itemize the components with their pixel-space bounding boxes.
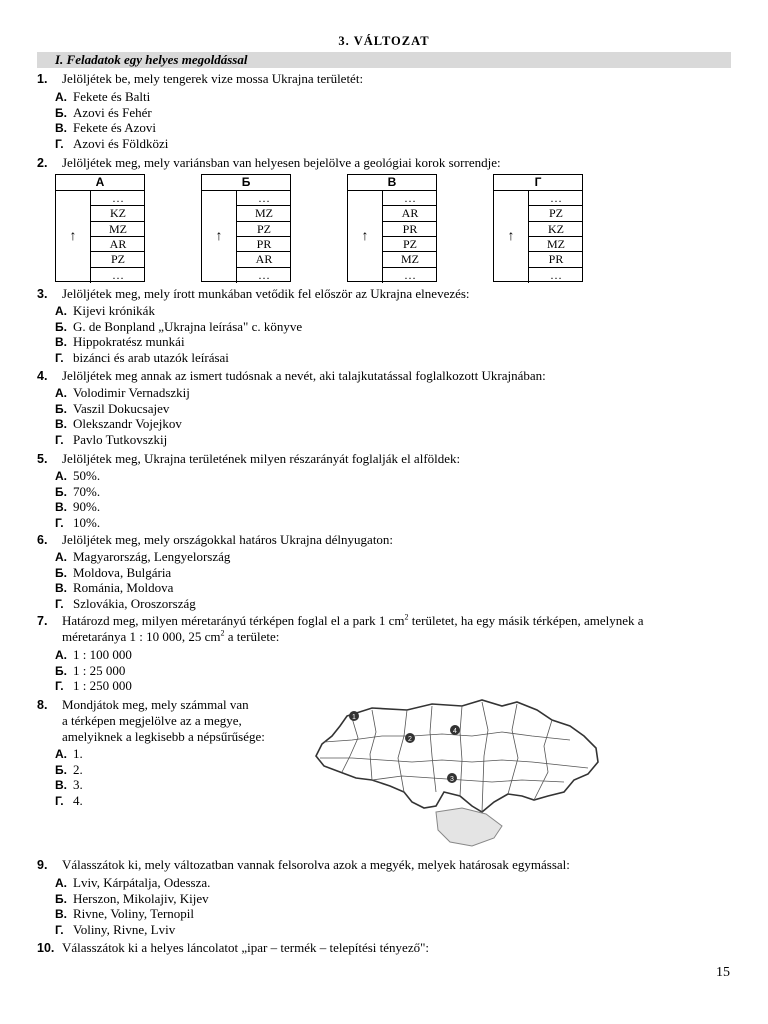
question-number: 8. [37, 698, 48, 712]
arrow-up-icon: ↑ [202, 191, 237, 283]
option: А. 50%. [55, 468, 101, 483]
table-cell: … [529, 191, 583, 206]
geo-table-b [201, 174, 291, 282]
table-cell: PZ [91, 252, 145, 267]
table-label: Б [202, 175, 290, 191]
table-cell: PZ [237, 222, 291, 237]
question-text: Határozd meg, milyen méretarányú térképen foglal el a park 1 $cm^2$ területet, ha egy másik térképen, amelynek a [62, 612, 644, 628]
option: Г. 10%. [55, 514, 101, 530]
option: Б. 70%. [55, 483, 101, 499]
crimea [436, 808, 502, 846]
options-6 [55, 549, 230, 611]
question-number: 10. [37, 941, 55, 955]
table-label: В [348, 175, 436, 191]
option: А. 1. [55, 746, 83, 761]
option: В. Olekszandr Vojejkov [55, 416, 182, 431]
question-text: Válasszátok ki a helyes láncolatot „ipar – termék – telepítési tényező": [62, 940, 430, 955]
option: В. Rivne, Voliny, Ternopil [55, 906, 195, 921]
svg-text:1: 1 [352, 714, 356, 721]
arrow-up-icon: ↑ [348, 191, 383, 283]
question-text: méretaránya 1 : 10 000, 25 $cm^2$ a területe: [62, 628, 280, 644]
table-cell: … [550, 267, 562, 282]
table-cell: PZ [383, 237, 437, 252]
table-cell: AR [91, 237, 145, 252]
option: Г. Azovi és Földközi [55, 135, 169, 151]
table-cell: MZ [91, 222, 145, 237]
option: Г. Szlovákia, Oroszország [55, 595, 196, 611]
option: Б. 2. [55, 761, 83, 777]
question-text: Válasszátok ki, mely változatban vannak felsorolva azok a megyék, melyek határosak egymással: [62, 857, 570, 872]
table-cell: KZ [91, 206, 145, 221]
section-heading: I. Feladatok egy helyes megoldással [37, 52, 731, 68]
option: А. Kijevi krónikák [55, 303, 155, 318]
map-marker-1 [349, 711, 359, 721]
table-cell: … [258, 267, 270, 282]
table-cell: AR [383, 206, 437, 221]
svg-text:4: 4 [453, 728, 457, 735]
geo-table-g [493, 174, 583, 282]
option: Г. Pavlo Tutkovszkij [55, 431, 168, 447]
question-number: 1. [37, 72, 48, 86]
option: А. Lviv, Kárpátalja, Odessza. [55, 875, 211, 890]
option: Б. Azovi és Fehér [55, 104, 152, 120]
table-cell: PR [383, 222, 437, 237]
option: В. Románia, Moldova [55, 580, 174, 595]
svg-text:2: 2 [408, 736, 412, 743]
question-text: Jelöljétek meg, mely variánsban van helyesen bejelölve a geológiai korok sorrendje: [62, 155, 501, 170]
map-marker-4 [450, 725, 460, 735]
arrow-up-icon: ↑ [56, 191, 91, 283]
table-cell: AR [237, 252, 291, 267]
option: А. 1 : 100 000 [55, 647, 132, 662]
table-label: А [56, 175, 144, 191]
options-3 [55, 303, 302, 365]
page-number: 15 [716, 965, 730, 980]
table-cell: MZ [237, 206, 291, 221]
question-number: 6. [37, 533, 48, 547]
question-number: 3. [37, 287, 48, 301]
geo-table-v [347, 174, 437, 282]
option: Г. Voliny, Rivne, Lviv [55, 921, 176, 937]
question-number: 9. [37, 858, 48, 872]
option: Б. Vaszil Dokucsajev [55, 400, 170, 416]
option: Б. G. de Bonpland „Ukrajna leírása" c. könyve [55, 318, 303, 334]
question-text: Jelöljétek meg, mely írott munkában vetődik fel először az Ukrajna elnevezés: [62, 286, 470, 301]
option: Б. Moldova, Bulgária [55, 564, 172, 580]
table-cell: … [404, 267, 416, 282]
option: Г. 1 : 250 000 [55, 678, 132, 693]
table-cell: MZ [529, 237, 583, 252]
question-text: Jelöljétek be, mely tengerek vize mossa Ukrajna területét: [62, 71, 364, 86]
option: В. Hippokratész munkái [55, 334, 185, 349]
question-number: 7. [37, 614, 48, 628]
geo-table-a [55, 174, 145, 282]
options-4 [55, 385, 190, 447]
table-cell: … [91, 191, 145, 206]
option: Б. 1 : 25 000 [55, 662, 126, 678]
table-cell: PR [237, 237, 291, 252]
arrow-up-icon: ↑ [494, 191, 529, 283]
map-marker-3 [447, 773, 457, 783]
question-text: Jelöljétek meg, mely országokkal határos Ukrajna délnyugaton: [62, 532, 394, 547]
option: Г. bizánci és arab utazók leírásai [55, 349, 229, 365]
options-7 [55, 647, 132, 694]
option: А. Fekete és Balti [55, 89, 151, 104]
table-cell: PR [529, 252, 583, 267]
option: А. Magyarország, Lengyelország [55, 549, 231, 564]
table-cell: … [112, 267, 124, 282]
svg-text:3: 3 [450, 776, 454, 783]
question-number: 2. [37, 156, 48, 170]
question-number: 5. [37, 452, 48, 466]
option: В. Fekete és Azovi [55, 120, 157, 135]
option: А. Volodimir Vernadszkij [55, 385, 190, 400]
table-label: Г [494, 175, 582, 191]
question-text: Jelöljétek meg, Ukrajna területének milyen részarányát foglalják el alföldek: [62, 451, 461, 466]
table-cell: … [383, 191, 437, 206]
table-cell: MZ [383, 252, 437, 267]
table-cell: PZ [529, 206, 583, 221]
question-text: Mondjátok meg, mely számmal van [62, 697, 249, 712]
table-cell: … [237, 191, 291, 206]
option: Г. 4. [55, 792, 83, 808]
question-text: amelyiknek a legkisebb a népsűrűsége: [62, 729, 265, 744]
option: В. 90%. [55, 499, 101, 514]
options-9 [55, 875, 210, 937]
question-number: 4. [37, 369, 48, 383]
ukraine-regions-map [312, 696, 602, 851]
option: В. 3. [55, 777, 83, 792]
options-5 [55, 468, 100, 530]
option: Б. Herszon, Mikolajiv, Kijev [55, 890, 209, 906]
options-1 [55, 89, 168, 151]
options-8 [55, 746, 83, 808]
page-title: 3. VÁLTOZAT [338, 34, 430, 48]
question-text: Jelöljétek meg annak az ismert tudósnak a nevét, aki talajkutatással foglalkozott Ukrajnában: [62, 368, 546, 383]
table-cell: KZ [529, 222, 583, 237]
question-text: a térképen megjelölve az a megye, [62, 713, 242, 728]
map-marker-2 [405, 733, 415, 743]
